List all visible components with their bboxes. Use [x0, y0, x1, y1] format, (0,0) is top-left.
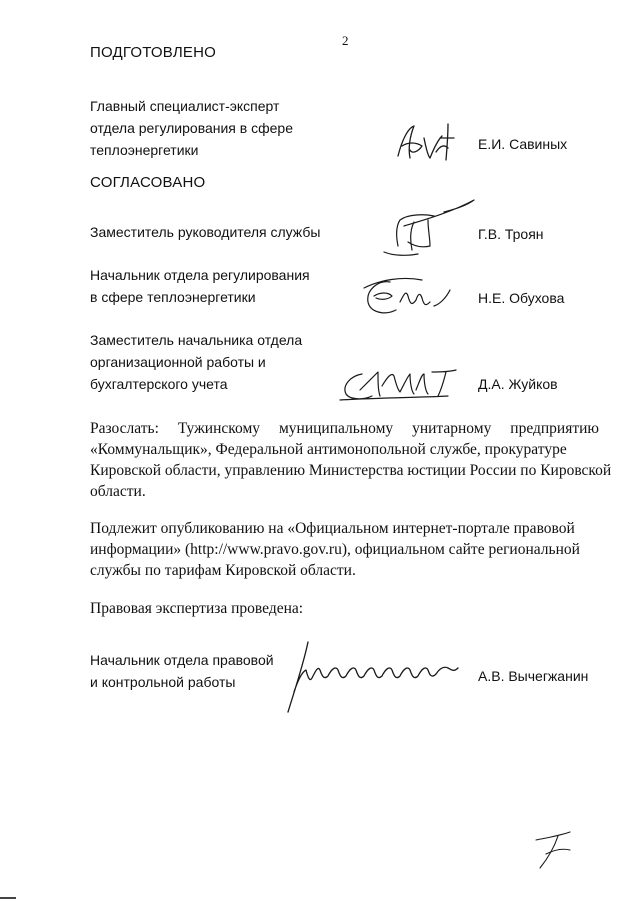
- paragraph-line: области.: [90, 483, 146, 500]
- position-line: отдела регулирования в сфере: [90, 120, 293, 136]
- signer-3-position: [90, 329, 302, 395]
- paragraph-line: Подлежит опубликованию на «Официальном интернет-портале правовой: [90, 520, 575, 537]
- paragraph-line: службы по тарифам Кировской области.: [90, 562, 356, 579]
- signer-1-name: Г.В. Троян: [478, 226, 544, 242]
- position-line: Заместитель начальника отдела: [90, 332, 303, 348]
- position-line: Заместитель руководителя службы: [90, 224, 321, 240]
- signature-zhuikov: [338, 362, 468, 406]
- prepared-position: [90, 95, 293, 161]
- signer-2-name: Н.Е. Обухова: [478, 290, 565, 306]
- position-line: организационной работы и: [90, 354, 266, 370]
- paragraph-line: Разослать: Тужинскому муниципальному унитарному предприятию: [90, 420, 599, 437]
- paragraph-line: Кировской области, управлению Министерства юстиции России по Кировской: [90, 462, 612, 479]
- signature-obukhova: [360, 266, 455, 326]
- signer-1-position: [90, 221, 320, 243]
- position-line: Начальник отдела правовой: [90, 652, 274, 668]
- position-line: бухгалтерского учета: [90, 376, 228, 392]
- position-line: Начальник отдела регулирования: [90, 267, 310, 283]
- signer-2-position: [90, 264, 310, 308]
- position-line: в сфере теплоэнергетики: [90, 289, 256, 305]
- signature-savinykh: [392, 118, 462, 166]
- page-number: 2: [342, 33, 349, 48]
- legal-review-heading: Правовая экспертиза проведена:: [90, 600, 304, 617]
- signature-troyan: [374, 190, 479, 260]
- signature-vychegzhanin: [282, 638, 467, 718]
- signer-3-name: Д.А. Жуйков: [478, 376, 558, 392]
- paragraph-line: «Коммунальщик», Федеральной антимонопольной службе, прокуратуре: [90, 441, 567, 458]
- legal-review-name: А.В. Вычегжанин: [478, 668, 589, 684]
- position-line: теплоэнергетики: [90, 142, 199, 158]
- initials-mark: [528, 828, 578, 870]
- legal-review-position: [90, 649, 274, 693]
- publication-paragraph: [90, 518, 599, 581]
- position-line: и контрольной работы: [90, 674, 236, 690]
- position-line: Главный специалист-эксперт: [90, 98, 280, 114]
- agreed-heading: СОГЛАСОВАНО: [90, 174, 206, 191]
- distribution-paragraph: [90, 418, 612, 502]
- prepared-heading: ПОДГОТОВЛЕНО: [90, 44, 216, 61]
- paragraph-line: информации» (http://www.pravo.gov.ru), официальном сайте региональной: [90, 541, 580, 558]
- edge-mark: [0, 897, 16, 899]
- prepared-name: Е.И. Савиных: [478, 136, 568, 152]
